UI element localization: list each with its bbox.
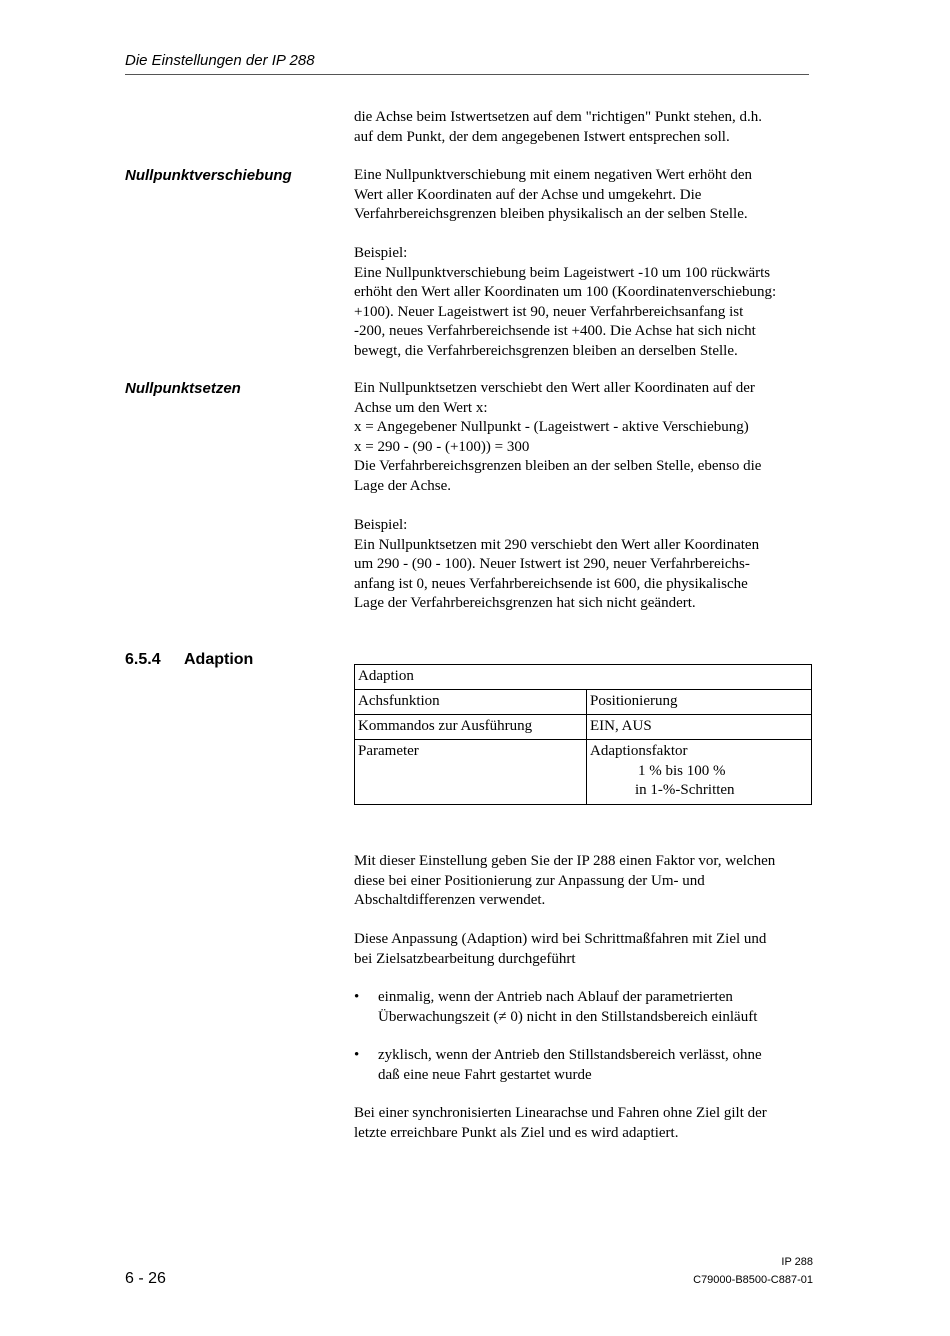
text-line: Eine Nullpunktverschiebung mit einem negativen Wert erhöht den [354, 167, 752, 183]
table-row [355, 715, 812, 740]
text-line: x = 290 - (90 - (+100)) = 300 [354, 438, 530, 455]
text-line: Beispiel: [354, 517, 408, 533]
table-cell-label: Kommandos zur Ausführung [355, 715, 587, 740]
footer-doc-number: C79000-B8500-C887-01 [693, 1274, 813, 1286]
text-line: Wert aller Koordinaten auf der Achse und umgekehrt. Die [354, 186, 702, 203]
page-number: 6 - 26 [125, 1270, 166, 1287]
header-rule [125, 74, 809, 75]
text-line: Lage der Verfahrbereichsgrenzen hat sich nicht geändert. [354, 595, 696, 611]
running-header: Die Einstellungen der IP 288 [125, 52, 315, 69]
text-line: +100). Neuer Lageistwert ist 90, neuer Verfahrbereichsanfang ist [354, 303, 744, 320]
section-number: 6.5.4 [125, 651, 161, 668]
param-range: 1 % bis 100 % [638, 762, 726, 779]
text-line: zyklisch, wenn der Antrieb den Stillstandsbereich verlässt, ohne [378, 1047, 762, 1063]
text-line: diese bei einer Positionierung zur Anpassung der Um- und [354, 872, 705, 889]
text-line: Überwachungszeit (≠ 0) nicht in den Stillstandsbereich einläuft [378, 1008, 758, 1025]
text-line: Ein Nullpunktsetzen mit 290 verschiebt den Wert aller Koordinaten [354, 536, 760, 553]
intro-paragraph [354, 108, 814, 147]
adaption-paragraph-2 [354, 930, 814, 969]
bullet-icon: • [354, 1047, 360, 1063]
text-line: Bei einer synchronisierten Linearachse und Fahren ohne Ziel gilt der [354, 1105, 767, 1121]
bullet-icon: • [354, 989, 360, 1005]
side-heading-nullpunktverschiebung: Nullpunktverschiebung [125, 167, 292, 184]
table-title-cell: Adaption [355, 665, 812, 690]
table-cell-label: Parameter [355, 740, 587, 805]
table-cell-value: EIN, AUS [587, 715, 812, 740]
text-line: bewegt, die Verfahrbereichsgrenzen bleiben an derselben Stelle. [354, 342, 738, 359]
text-line: -200, neues Verfahrbereichsende ist +400. Die Achse hat sich nicht [354, 323, 756, 339]
text-line: Achse um den Wert x: [354, 399, 488, 416]
text-line: letzte erreichbare Punkt als Ziel und es wird adaptiert. [354, 1124, 679, 1141]
text-line: daß eine neue Fahrt gestartet wurde [378, 1066, 592, 1083]
text-line: Lage der Achse. [354, 477, 452, 494]
text-line: um 290 - (90 - 100). Neuer Istwert ist 290, neuer Verfahrbereichs- [354, 556, 750, 572]
table-cell-label: Achsfunktion [355, 690, 587, 715]
text-line: Die Verfahrbereichsgrenzen bleiben an der selben Stelle, ebenso die [354, 458, 762, 474]
nullpunktsetzen-example [354, 516, 814, 614]
text-line: Verfahrbereichsgrenzen bleiben physikalisch an der selben Stelle. [354, 206, 748, 222]
nullpunktsetzen-paragraph-1 [354, 379, 814, 496]
section-title: Adaption [184, 651, 254, 668]
nullpunktverschiebung-paragraph-1 [354, 166, 814, 225]
table-cell-value: Positionierung [587, 690, 812, 715]
side-heading-nullpunktsetzen: Nullpunktsetzen [125, 380, 241, 397]
footer-product: IP 288 [781, 1256, 813, 1268]
text-line: Eine Nullpunktverschiebung beim Lageistwert -10 um 100 rückwärts [354, 264, 771, 281]
nullpunktverschiebung-example [354, 244, 814, 361]
param-step: in 1-%-Schritten [635, 782, 735, 798]
text-line: Abschaltdifferenzen verwendet. [354, 892, 546, 908]
text-line: Mit dieser Einstellung geben Sie der IP 288 einen Faktor vor, welchen [354, 853, 776, 869]
table-cell-value [587, 740, 812, 805]
text-line: Beispiel: [354, 245, 408, 261]
text-line: erhöht den Wert aller Koordinaten um 100 (Koordinatenverschiebung: [354, 284, 777, 300]
table-row [355, 690, 812, 715]
text-line: die Achse beim Istwertsetzen auf dem "richtigen" Punkt stehen, d.h. [354, 109, 762, 125]
text-line: Ein Nullpunktsetzen verschiebt den Wert aller Koordinaten auf der [354, 380, 755, 396]
text-line: Diese Anpassung (Adaption) wird bei Schrittmaßfahren mit Ziel und [354, 931, 767, 947]
adaption-table [354, 664, 812, 805]
table-row [355, 740, 812, 805]
text-line: auf dem Punkt, der dem angegebenen Istwert entsprechen soll. [354, 128, 730, 145]
adaption-paragraph-1 [354, 852, 814, 911]
text-line: einmalig, wenn der Antrieb nach Ablauf der parametrierten [378, 989, 733, 1005]
text-line: anfang ist 0, neues Verfahrbereichsende ist 600, die physikalische [354, 575, 748, 592]
text-line: x = Angegebener Nullpunkt - (Lageistwert - aktive Verschiebung) [354, 419, 749, 435]
param-value: Adaptionsfaktor [590, 743, 688, 759]
adaption-paragraph-3 [354, 1104, 814, 1143]
text-line: bei Zielsatzbearbeitung durchgeführt [354, 950, 576, 967]
